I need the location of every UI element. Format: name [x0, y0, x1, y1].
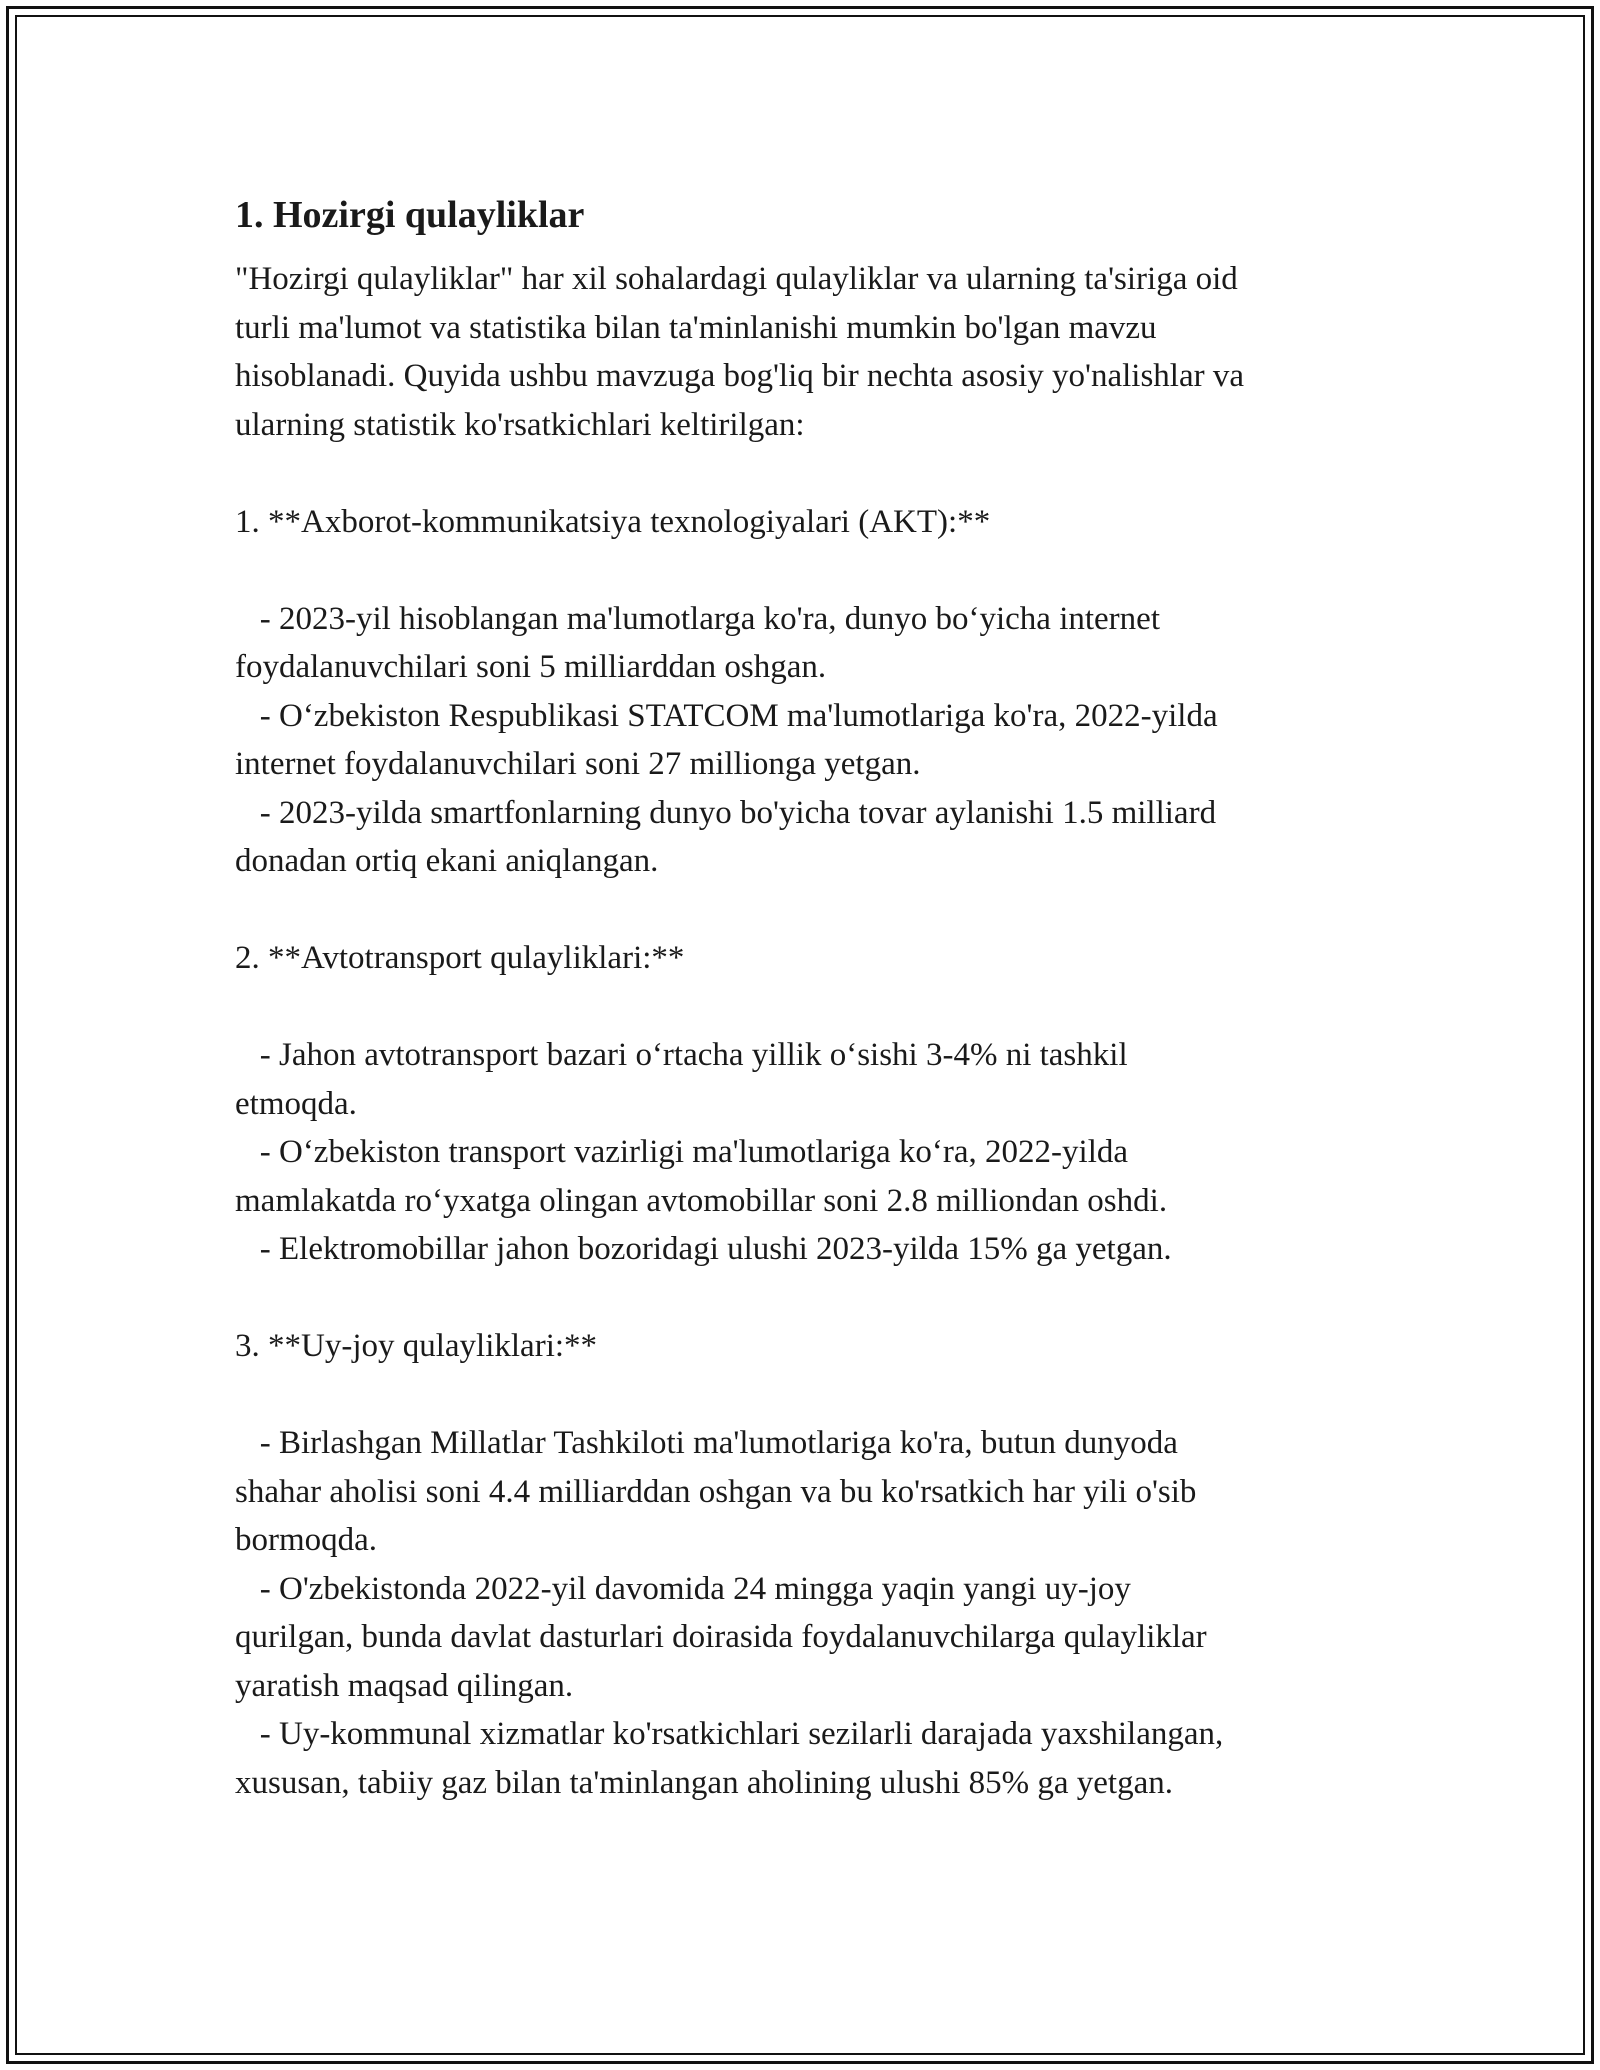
- document-title: 1. Hozirgi qulayliklar: [235, 194, 585, 236]
- document-content: [235, 185, 1375, 1807]
- document-body: "Hozirgi qulayliklar" har xil sohalardagi qulayliklar va ularning ta'siriga oid turli ma'lumot va statistika bilan ta'minlanishi mumkin bo'lgan mavzu hisoblanadi. Quyida ushbu mavzuga bog'liq bir nechta asosiy yo'nalishlar va ularning statistik ko'rsatkichlari keltirilgan: 1. **Axborot-kommunikatsiya texnologiyalari (AKT):** - 2023-yil hisoblangan ma'lumotlarga ko'ra, dunyo bo‘yicha internet foydalanuvchilari soni 5 milliarddan oshgan. - O‘zbekiston Respublikasi STATCOM ma'lumotlariga ko'ra, 2022-yilda internet foydalanuvchilari soni 27 millionga yetgan. - 2023-yilda smartfonlarning dunyo bo'yicha tovar aylanishi 1.5 milliard donadan ortiq ekani aniqlangan. 2. **Avtotransport qulayliklari:** - Jahon avtotransport bazari o‘rtacha yillik o‘sishi 3-4% ni tashkil etmoqda. - O‘zbekiston transport vazirligi ma'lumotlariga ko‘ra, 2022-yilda mamlakatda ro‘yxatga olingan avtomobillar soni 2.8 milliondan oshdi. - Elektromobillar jahon bozoridagi ulushi 2023-yilda 15% ga yetgan. 3. **Uy-joy qulayliklari:** - Birlashgan Millatlar Tashkiloti ma'lumotlariga ko'ra, butun dunyoda shahar aholisi soni 4.4 milliarddan oshgan va bu ko'rsatkich har yili o'sib bormoqda. - O'zbekistonda 2022-yil davomida 24 mingga yaqin yangi uy-joy qurilgan, bunda davlat dasturlari doirasida foydalanuvchilarga qulayliklar yaratish maqsad qilingan. - Uy-kommunal xizmatlar ko'rsatkichlari sezilarli darajada yaxshilangan, xususan, tabiiy gaz bilan ta'minlangan aholining ulushi 85% ga yetgan.: [235, 261, 1245, 1801]
